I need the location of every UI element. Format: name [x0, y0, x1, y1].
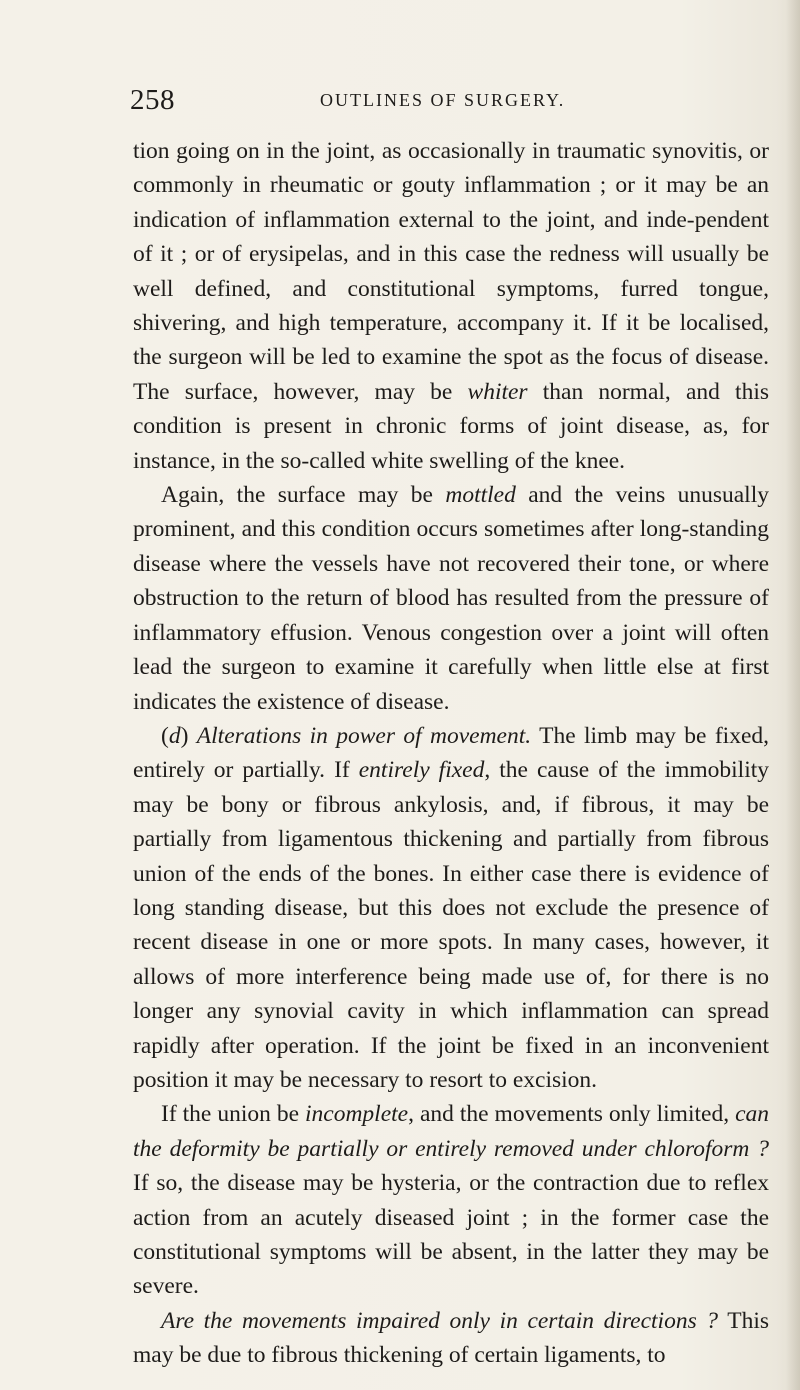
page-header	[130, 84, 770, 124]
paragraph-movements: Are the movements impaired only in certain directions ? This may be due to fibrous thickening of certain ligaments, to	[133, 1307, 770, 1369]
emphasis-entirely-fixed: entirely fixed	[358, 757, 485, 784]
body-text	[133, 134, 769, 1373]
paragraph-alterations: (d) Alterations in power of movement. The limb may be fixed, entirely or partially. If entirely fixed, the cause of the immobility may be bony or fibrous ankylosis, and, if fibrous, it may be partially from ligamentous thickening and partially from fibrous union of the ends of the bones. In either case there is evidence of long standing disease, but this does not exclude the presence of recent disease in one or more spots. In many cases, however, it allows of more interference being made use of, for there is no longer any synovial cavity in which inflammation can spread rapidly after operation. If the joint be fixed in an inconvenient position it may be necessary to resort to excision.	[133, 722, 770, 1093]
emphasis-whiter: whiter	[467, 378, 528, 405]
emphasis-incomplete: incomplete	[304, 1101, 409, 1128]
page-number: 258	[130, 84, 175, 116]
running-head: OUTLINES OF SURGERY.	[320, 90, 566, 110]
page-edge-shadow	[786, 0, 800, 1390]
section-heading-alterations: Alterations in power of movement.	[196, 722, 532, 749]
emphasis-mottled: mottled	[445, 482, 516, 509]
emphasis-movements-question: Are the movements impaired only in certain directions ?	[161, 1307, 719, 1334]
paragraph-incomplete: If the union be incomplete, and the movements only limited, can the deformity be partially or entirely removed under chloroform ? If so, the disease may be hysteria, or the contraction due to reflex action from an acutely diseased joint ; in the former case the constitutional symptoms will be absent, in the latter they may be severe.	[133, 1101, 770, 1300]
paragraph-redness: tion going on in the joint, as occasionally in traumatic synovitis, or commonly in rheumatic or gouty inflammation ; or it may be an indication of inflammation external to the joint, and inde-pendent of it ; or of erysipelas, and in this case the redness will usually be well defined, and constitutional symptoms, furred tongue, shivering, and high temperature, accompany it. If it be localised, the surgeon will be led to examine the spot as the focus of disease. The surface, however, may be whiter than normal, and this condition is present in chronic forms of joint disease, as, for instance, in the so-called white swelling of the knee.	[133, 138, 770, 474]
emphasis-d: d	[168, 722, 181, 749]
emphasis-deformity-question: can the deformity be partially or entirely removed under chloroform ?	[133, 1101, 769, 1162]
paragraph-mottled: Again, the surface may be mottled and the veins unusually prominent, and this condition occurs sometimes after long-standing disease where the vessels have not recovered their tone, or where obstruction to the return of blood has resulted from the pressure of inflammatory effusion. Venous congestion over a joint will often lead the surgeon to examine it carefully when little else at first indicates the existence of disease.	[133, 482, 770, 715]
